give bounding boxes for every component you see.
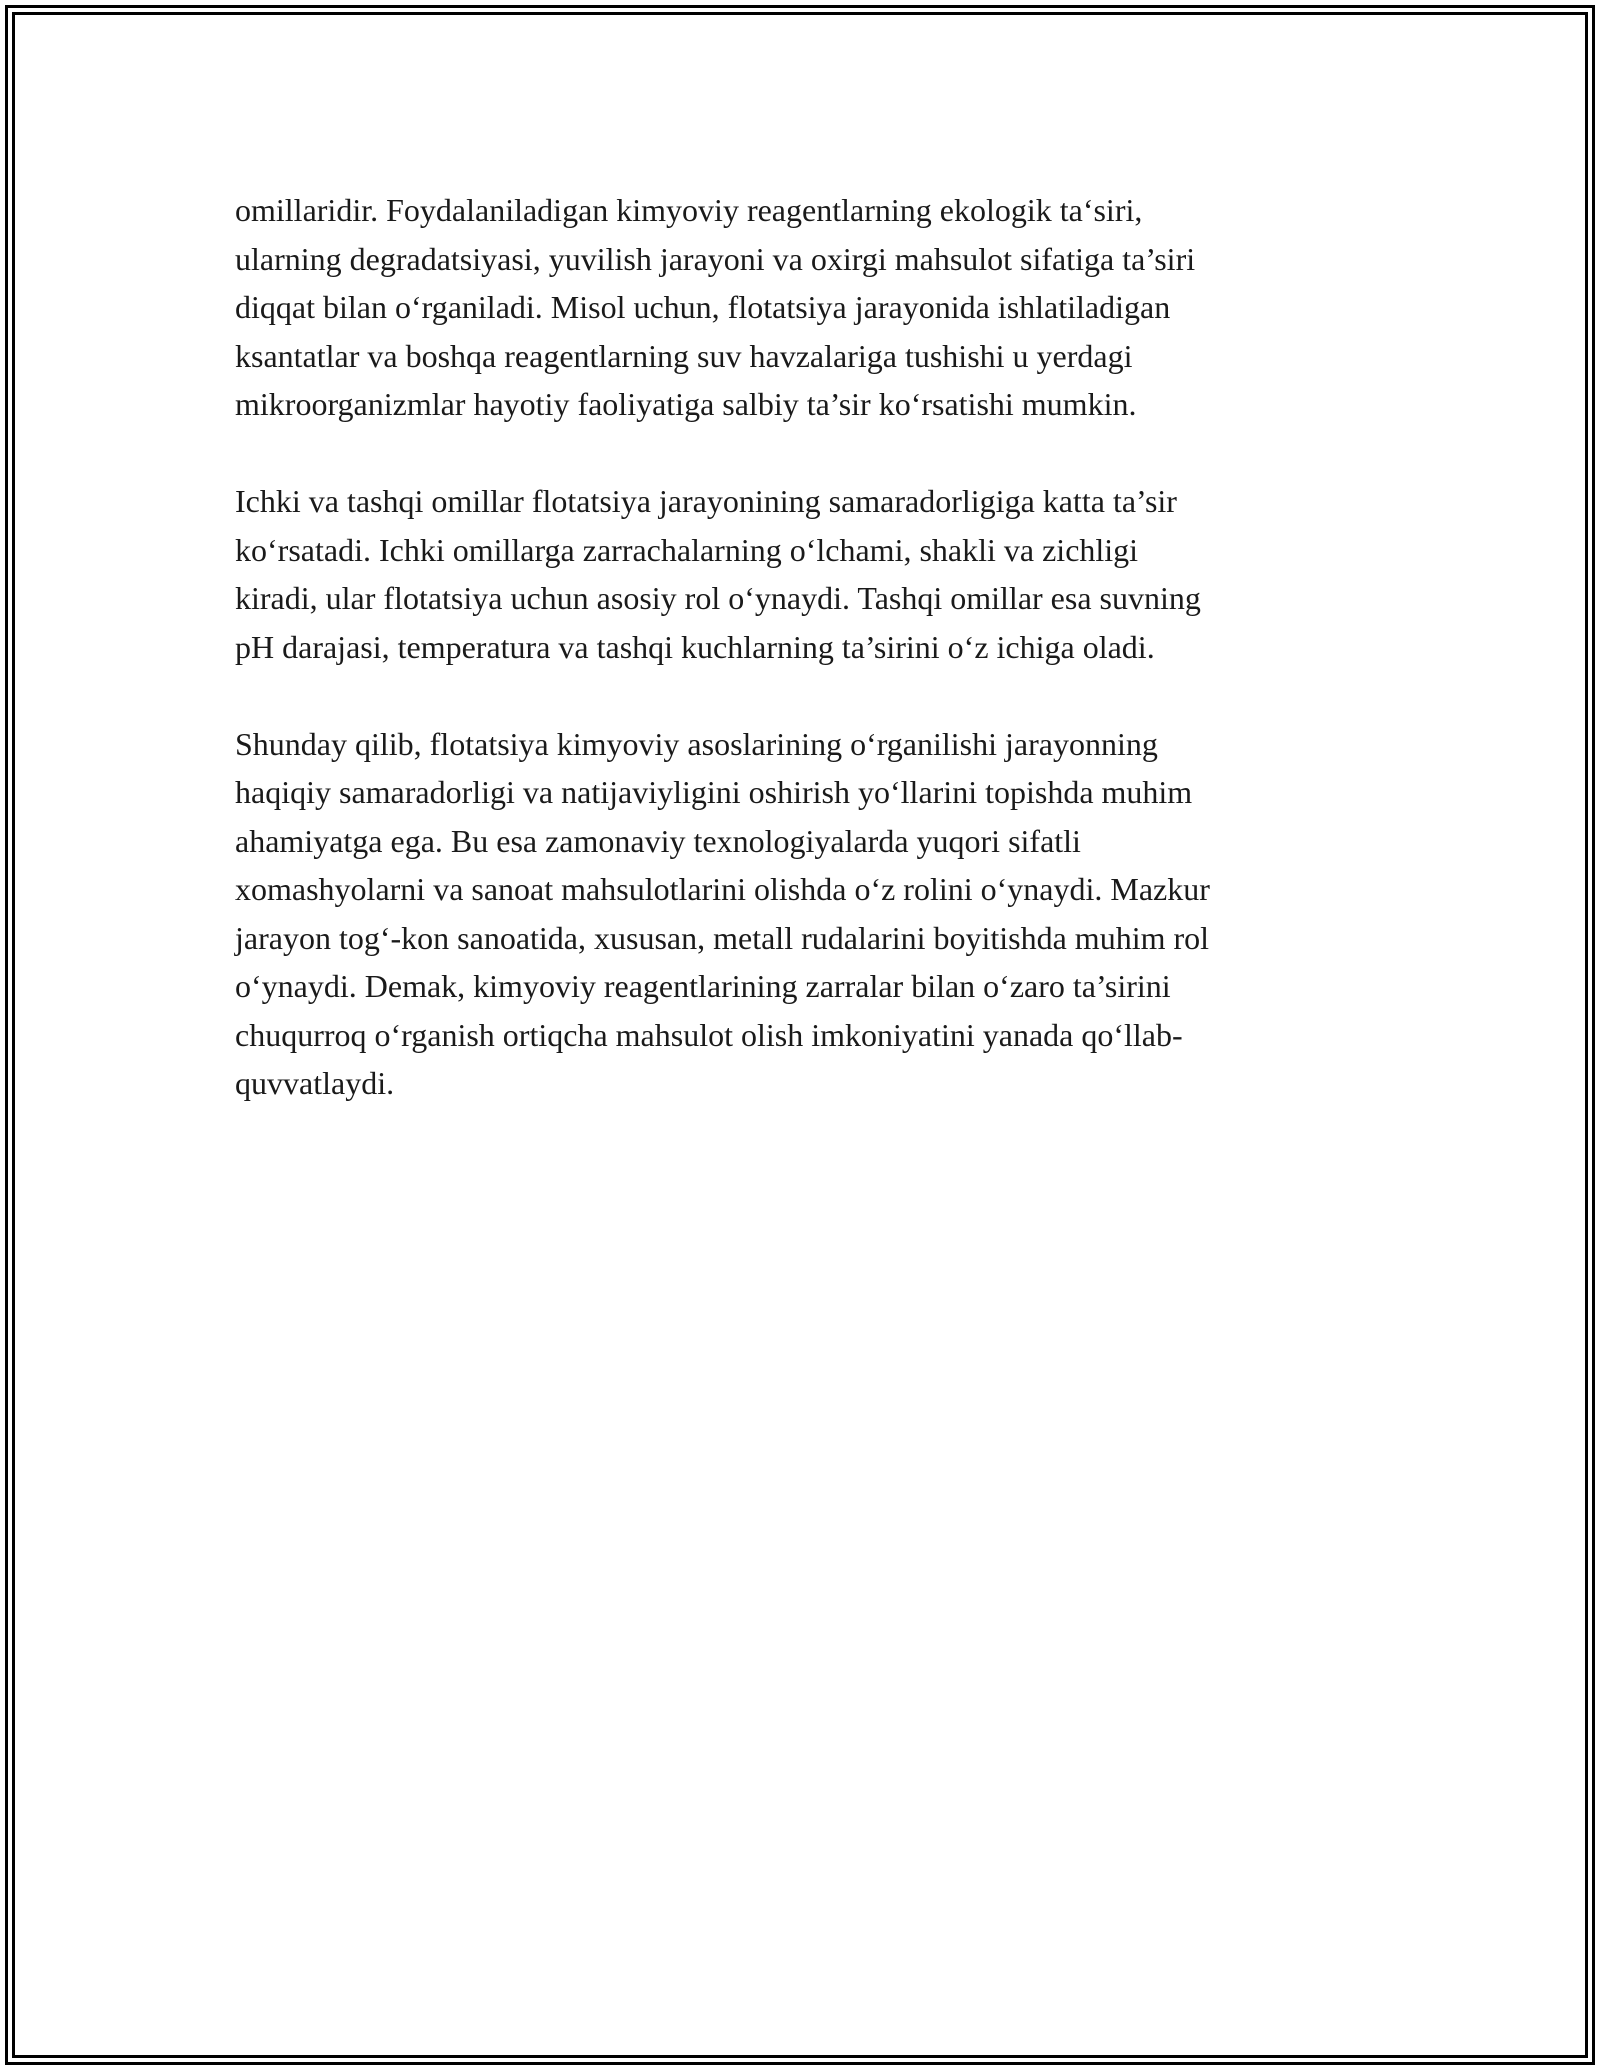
paragraph-internal-external-factors: Ichki va tashqi omillar flotatsiya jarayonining samaradorligiga katta ta’sir ko‘rsatadi. Ichki omillarga zarrachalarning o‘lchami, shakli va zichligi kiradi, ular flotatsiya uchun asosiy rol o‘ynaydi. Tashqi omillar esa suvning pH darajasi, temperatura va tashqi kuchlarning ta’sirini o‘z ichiga oladi. [235,483,1201,665]
paragraph-ecological-impact: omillaridir. Foydalaniladigan kimyoviy reagentlarning ekologik ta‘siri, ularning degradatsiyasi, yuvilish jarayoni va oxirgi mahsulot sifatiga ta’siri diqqat bilan o‘rganiladi. Misol uchun, flotatsiya jarayonida ishlatiladigan ksantatlar va boshqa reagentlarning suv havzalariga tushishi u yerdagi mikroorganizmlar hayotiy faoliyatiga salbiy ta’sir ko‘rsatishi mumkin. [235,192,1196,422]
document-body [235,186,1365,1156]
paragraph-conclusion: Shunday qilib, flotatsiya kimyoviy asoslarining o‘rganilishi jarayonning haqiqiy samaradorligi va natijaviyligini oshirish yo‘llarini topishda muhim ahamiyatga ega. Bu esa zamonaviy texnologiyalarda yuqori sifatli xomashyolarni va sanoat mahsulotlarini olishda o‘z rolini o‘ynaydi. Mazkur jarayon tog‘-kon sanoatida, xususan, metall rudalarini boyitishda muhim rol o‘ynaydi. Demak, kimyoviy reagentlarining zarralar bilan o‘zaro ta’sirini chuqurroq o‘rganish ortiqcha mahsulot olish imkoniyatini yanada qo‘llab- quvvatlaydi. [235,725,1210,1101]
